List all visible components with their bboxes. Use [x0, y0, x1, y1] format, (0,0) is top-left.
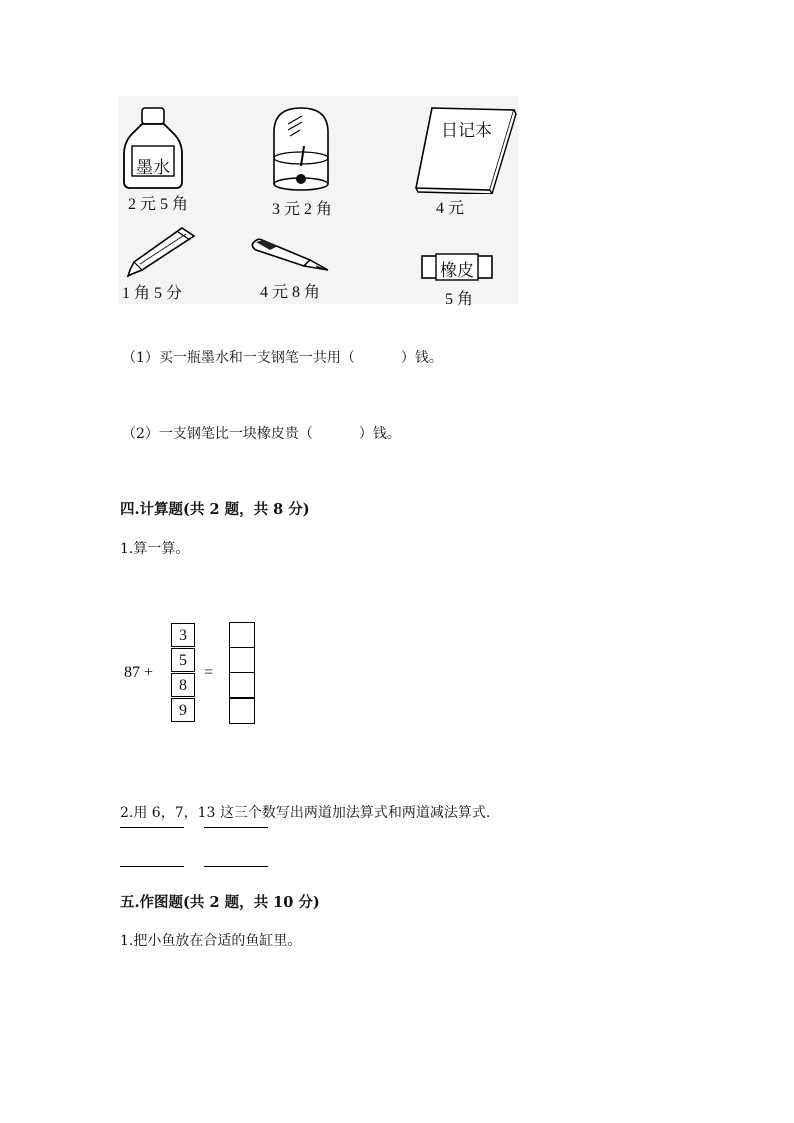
answer-box[interactable] — [229, 698, 255, 724]
diary-price: 4 元 — [436, 200, 465, 217]
answer-line[interactable] — [204, 827, 268, 828]
ink-price: 2 元 5 角 — [128, 196, 189, 213]
answer-box[interactable] — [229, 647, 255, 673]
column-number-box: 3 — [171, 623, 195, 647]
section-4-heading: 四.计算题(共 2 题，共 8 分) — [120, 501, 310, 518]
answer-line[interactable] — [120, 827, 184, 828]
equals-sign: = — [204, 664, 214, 681]
answer-box[interactable] — [229, 622, 255, 648]
answer-line[interactable] — [204, 866, 268, 867]
column-number-box: 5 — [171, 648, 195, 672]
sharpener-price: 3 元 2 角 — [272, 201, 333, 218]
question-1-tail: ）钱。 — [400, 350, 443, 366]
left-operand: 87 + — [124, 664, 154, 681]
question-2 — [122, 423, 401, 443]
section-4-problem-1: 1.算一算。 — [120, 541, 190, 557]
section-5-heading: 五.作图题(共 2 题，共 10 分) — [120, 894, 320, 911]
section-5-problem-1: 1.把小鱼放在合适的鱼缸里。 — [120, 933, 302, 949]
pencil-sharpener-icon — [268, 104, 334, 192]
section-4-problem-2: 2.用 6，7，13 这三个数写出两道加法算式和两道减法算式. — [120, 805, 491, 821]
column-number-box: 9 — [171, 698, 195, 722]
fountain-pen-icon — [248, 236, 334, 276]
pencil-price: 1 角 5 分 — [122, 285, 183, 302]
answer-line[interactable] — [120, 866, 184, 867]
column-number-box: 8 — [171, 673, 195, 697]
ink-label: 墨水 — [136, 158, 170, 178]
pencil-icon — [120, 224, 200, 280]
question-1-text: （1）买一瓶墨水和一支钢笔一共用（ — [122, 350, 355, 366]
question-2-tail: ）钱。 — [358, 426, 401, 442]
answer-box[interactable] — [229, 672, 255, 698]
question-2-text: （2）一支钢笔比一块橡皮贵（ — [122, 426, 313, 442]
pen-price: 4 元 8 角 — [260, 284, 321, 301]
question-1 — [122, 347, 443, 367]
eraser-price: 5 角 — [445, 291, 474, 308]
eraser-label: 橡皮 — [440, 261, 474, 281]
diary-label: 日记本 — [441, 121, 492, 141]
